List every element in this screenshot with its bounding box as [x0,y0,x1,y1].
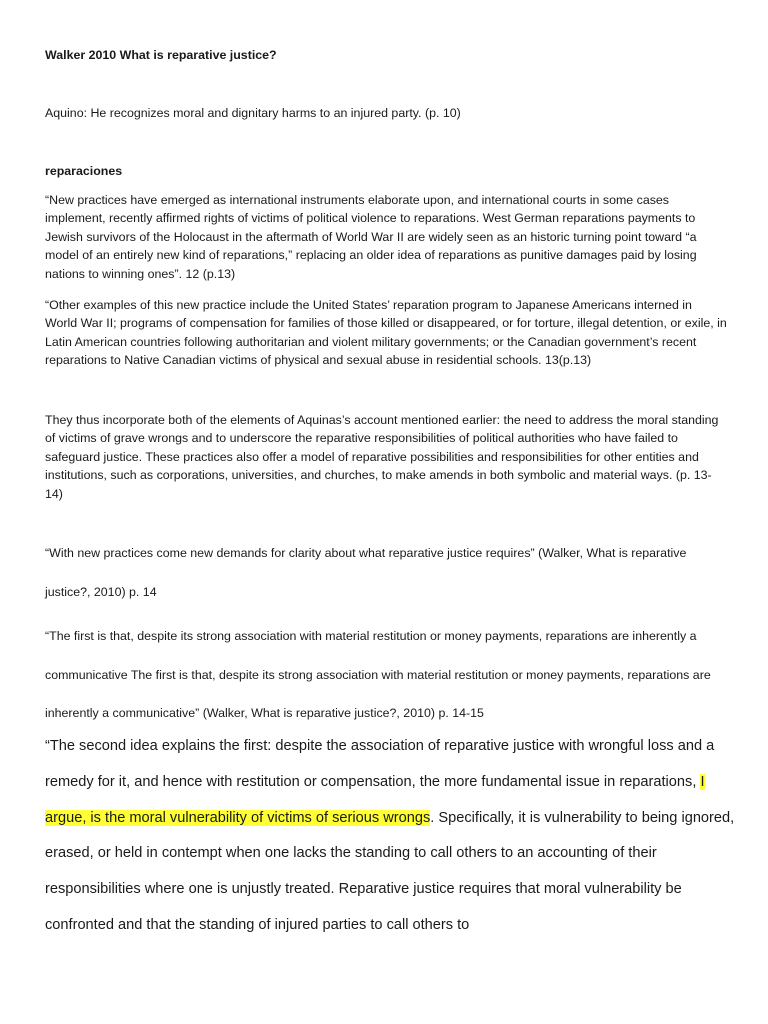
section-heading: reparaciones [45,164,123,178]
paragraph-aquinas-elements: They thus incorporate both of the elements of Aquinas’s account mentioned earlier: the need to address the moral standing of victims of grave wrongs and to underscore the reparative responsibilities of political authorities who have failed to safeguard justice. These practices also offer a model of reparative possibilities and responsibilities for other entities and institutions, such as corporations, universities, and churches, to make amends in both symbolic and material ways. (p. 13-14) [45,413,719,501]
document-title: Walker 2010 What is reparative justice? [45,48,277,62]
quote-paragraph-new-demands: “With new practices come new demands for clarity about what reparative justice requires” (Walker, What is reparative justice?, 2010) p. 14 [45,546,687,599]
quote-paragraph-second-idea [45,729,735,944]
quote-paragraph-other-examples: “Other examples of this new practice include the United States’ reparation program to Japanese Americans interned in World War II; programs of compensation for families of those killed or disappeared, or for torture, illegal detention, or exile, in Latin American countries following authoritarian and violent military governments; or the Canadian government’s recent reparations to Native Canadian victims of physical and sexual abuse in residential schools. 13(p.13) [45,298,727,368]
aquino-note: Aquino: He recognizes moral and dignitary harms to an injured party. (p. 10) [45,106,461,120]
quote-text-before-highlight: “The second idea explains the first: despite the association of reparative justice with wrongful loss and a remedy for it, and hence with restitution or compensation, the more fundamental issue in reparations, [45,738,715,790]
quote-paragraph-communicative: “The first is that, despite its strong association with material restitution or money payments, reparations are inherently a communicative The first is that, despite its strong association with material restitution or money payments, reparations are inherently a communicative” (Walker, What is reparative justice?, 2010) p. 14-15 [45,629,711,720]
quote-paragraph-new-practices: “New practices have emerged as international instruments elaborate upon, and international courts in some cases implement, recently affirmed rights of victims of political violence to reparations. West German reparations payments to Jewish survivors of the Holocaust in the aftermath of World War II are widely seen as an historic turning point toward “a model of an entirely new kind of reparations,” replacing an older idea of reparations as punitive damages paid by losing nations to winning ones”. 12 (p.13) [45,193,697,281]
highlighted-text: I argue, is the moral vulnerability of victims of serious wrongs [45,773,705,826]
quote-text-after-highlight: . Specifically, it is vulnerability to being ignored, erased, or held in contempt when one lacks the standing to call others to an accounting of their responsibilities where one is unjustly treated. Reparative justice requires that moral vulnerability be confronted and that the standing of injured parties to call others to [45,809,735,933]
